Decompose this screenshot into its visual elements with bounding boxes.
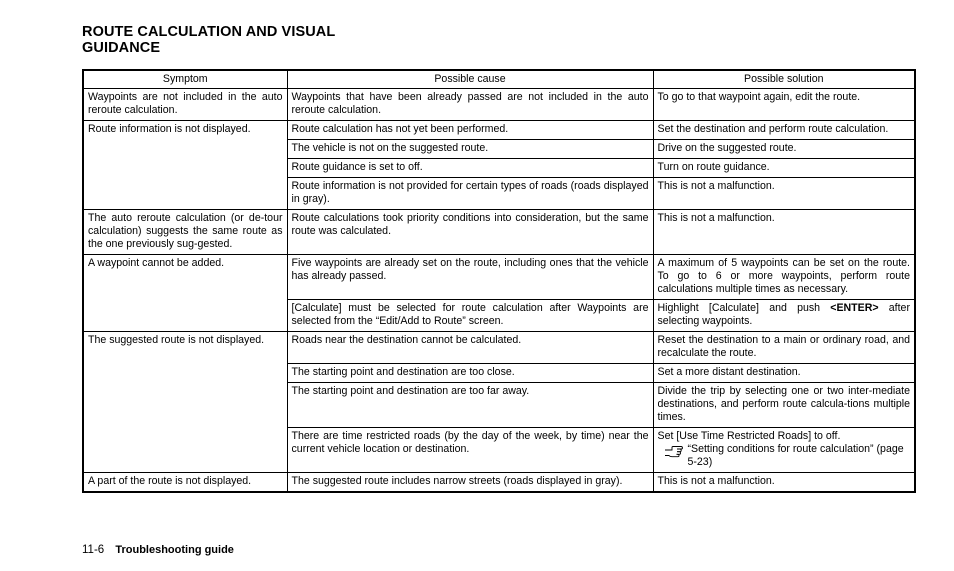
solution-cell: Divide the trip by selecting one or two inter-mediate destinations, and perform route calcula-tions multiple times. bbox=[653, 383, 915, 428]
solution-cell: This is not a malfunction. bbox=[653, 178, 915, 210]
enter-key-label: <ENTER> bbox=[830, 302, 879, 314]
page-footer bbox=[82, 544, 234, 556]
solution-cell: Turn on route guidance. bbox=[653, 159, 915, 178]
column-header-cause: Possible cause bbox=[287, 70, 653, 89]
cause-cell: The vehicle is not on the suggested route. bbox=[287, 140, 653, 159]
solution-cell: Reset the destination to a main or ordinary road, and recalculate the route. bbox=[653, 332, 915, 364]
section-heading-line-1: ROUTE CALCULATION AND VISUAL bbox=[82, 24, 336, 40]
solution-cell: Set a more distant destination. bbox=[653, 364, 915, 383]
solution-cell: This is not a malfunction. bbox=[653, 210, 915, 255]
section-heading-line-2: GUIDANCE bbox=[82, 40, 161, 56]
page-number: 11-6 bbox=[82, 544, 105, 556]
cause-cell: Route information is not provided for certain types of roads (roads displayed in gray). bbox=[287, 178, 653, 210]
table-row bbox=[83, 332, 915, 364]
table-row bbox=[83, 121, 915, 140]
solution-cell bbox=[653, 428, 915, 473]
solution-cell bbox=[653, 300, 915, 332]
cause-cell: There are time restricted roads (by the day of the week, by time) near the current vehicle location or destination. bbox=[287, 428, 653, 473]
cause-cell: Waypoints that have been already passed are not included in the auto reroute calculation. bbox=[287, 89, 653, 121]
cause-cell: [Calculate] must be selected for route calculation after Waypoints are selected from the “Edit/Add to Route” screen. bbox=[287, 300, 653, 332]
solution-cell: To go to that waypoint again, edit the route. bbox=[653, 89, 915, 121]
cause-cell: Route guidance is set to off. bbox=[287, 159, 653, 178]
table-row bbox=[83, 473, 915, 493]
table-header-row bbox=[83, 70, 915, 89]
cause-cell: The starting point and destination are too far away. bbox=[287, 383, 653, 428]
cause-cell: Roads near the destination cannot be calculated. bbox=[287, 332, 653, 364]
table-row bbox=[83, 255, 915, 300]
pointing-hand-icon bbox=[664, 444, 684, 458]
symptom-cell: A waypoint cannot be added. bbox=[83, 255, 287, 332]
solution-cell: This is not a malfunction. bbox=[653, 473, 915, 493]
symptom-cell: The auto reroute calculation (or de-tour calculation) suggests the same route as the one previously sug-gested. bbox=[83, 210, 287, 255]
symptom-cell: The suggested route is not displayed. bbox=[83, 332, 287, 473]
cause-cell: Route calculation has not yet been performed. bbox=[287, 121, 653, 140]
table-row bbox=[83, 89, 915, 121]
page-reference bbox=[658, 443, 911, 469]
cause-cell: Five waypoints are already set on the route, including ones that the vehicle has already passed. bbox=[287, 255, 653, 300]
section-heading bbox=[82, 24, 335, 56]
cause-cell: The starting point and destination are too close. bbox=[287, 364, 653, 383]
section-name: Troubleshooting guide bbox=[115, 544, 234, 556]
column-header-solution: Possible solution bbox=[653, 70, 915, 89]
troubleshooting-table bbox=[82, 69, 916, 493]
cause-cell: The suggested route includes narrow streets (roads displayed in gray). bbox=[287, 473, 653, 493]
solution-text: after selecting waypoints. bbox=[657, 302, 910, 327]
column-header-symptom: Symptom bbox=[83, 70, 287, 89]
solution-cell: Drive on the suggested route. bbox=[653, 140, 915, 159]
solution-cell: Set the destination and perform route calculation. bbox=[653, 121, 915, 140]
solution-cell: A maximum of 5 waypoints can be set on the route. To go to 6 or more waypoints, perform route calculations multiple times as necessary. bbox=[653, 255, 915, 300]
reference-text: “Setting conditions for route calculation” (page 5-23) bbox=[687, 443, 904, 468]
symptom-cell: Waypoints are not included in the auto reroute calculation. bbox=[83, 89, 287, 121]
symptom-cell: A part of the route is not displayed. bbox=[83, 473, 287, 493]
table-row bbox=[83, 210, 915, 255]
symptom-cell: Route information is not displayed. bbox=[83, 121, 287, 210]
cause-cell: Route calculations took priority conditions into consideration, but the same route was calculated. bbox=[287, 210, 653, 255]
solution-text: Set [Use Time Restricted Roads] to off. bbox=[657, 430, 841, 442]
solution-text: Highlight [Calculate] and push bbox=[657, 302, 831, 314]
